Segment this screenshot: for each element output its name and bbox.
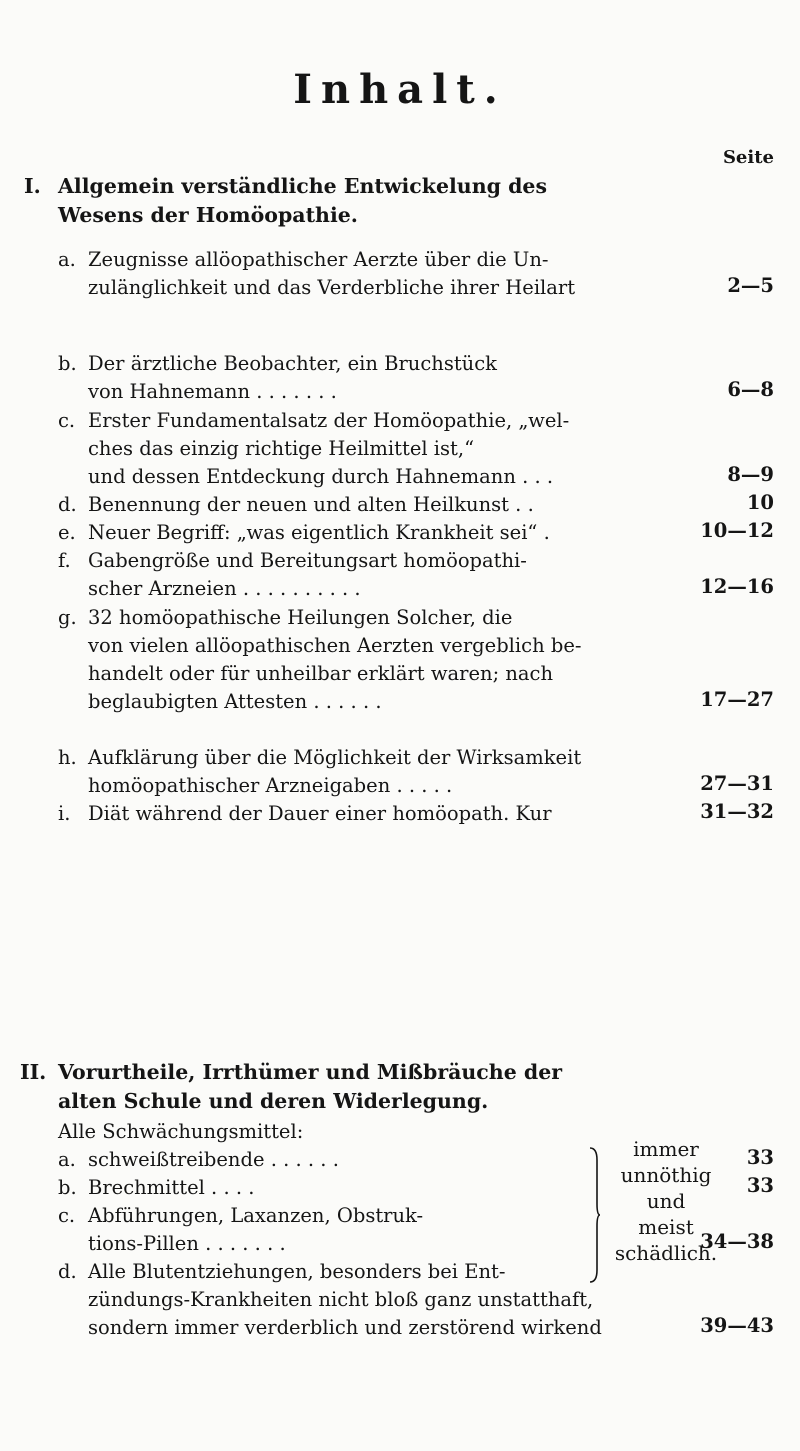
entry-line: von Hahnemann . . . . . . . <box>88 380 337 403</box>
section-II-title <box>58 1058 562 1116</box>
entry-letter: h. <box>58 746 77 769</box>
page-title: Inhalt. <box>293 66 507 113</box>
entry-line: Zeugnisse allöopathischer Aerzte über die Un- <box>88 248 549 271</box>
page-number: 34—38 <box>700 1230 774 1253</box>
entry-text <box>88 407 569 491</box>
entry-letter: g. <box>58 606 77 629</box>
brace-word: meist <box>638 1215 694 1239</box>
entry-letter: c. <box>58 1204 76 1227</box>
schwaechung-heading: Alle Schwächungsmittel: <box>58 1120 304 1143</box>
page-number: 31—32 <box>700 800 774 823</box>
entry-line: Neuer Begriff: „was eigentlich Krankheit sei“ . <box>88 521 550 544</box>
entry-line: Benennung der neuen und alten Heilkunst . . <box>88 493 534 516</box>
entry-text <box>88 800 552 828</box>
entry-line: und dessen Entdeckung durch Hahnemann . . . <box>88 465 554 488</box>
entry-text <box>88 744 581 800</box>
entry-letter: a. <box>58 1148 76 1171</box>
page-number: 10—12 <box>700 519 774 542</box>
entry-letter: a. <box>58 248 76 271</box>
section-number: I. <box>24 174 41 198</box>
entry-line: zulänglichkeit und das Verderbliche ihrer Heilart <box>88 276 576 299</box>
entry-letter: c. <box>58 409 76 432</box>
page-number: 10 <box>746 491 774 514</box>
entry-line: ches das einzig richtige Heilmittel ist,“ <box>88 437 475 460</box>
section-title-line: Allgemein verständliche Entwickelung des <box>58 174 547 198</box>
brace-word: schädlich. <box>614 1241 718 1265</box>
entry-line: Gabengröße und Bereitungsart homöopathi- <box>88 549 527 572</box>
entry-line: Diät während der Dauer einer homöopath. Kur <box>88 802 552 825</box>
entry-letter: f. <box>58 549 71 572</box>
brace-word: unnöthig <box>620 1163 712 1187</box>
entry-text <box>88 491 534 519</box>
page-number: 33 <box>746 1174 774 1197</box>
brace-word: und <box>646 1189 686 1213</box>
entry-letter: b. <box>58 1176 77 1199</box>
page-number: 8—9 <box>727 463 774 486</box>
brace-text <box>606 1136 726 1266</box>
entry-text: Brechmittel . . . . <box>88 1176 255 1199</box>
entry-line: zündungs-Krankheiten nicht bloß ganz unstatthaft, <box>88 1288 594 1311</box>
section-number: II. <box>20 1060 47 1084</box>
entry-text <box>88 246 575 302</box>
section-I-title <box>58 172 547 230</box>
page-number: 6—8 <box>727 378 774 401</box>
section-title-line: Vorurtheile, Irrthümer und Mißbräuche der <box>58 1060 563 1084</box>
entry-line: scher Arzneien . . . . . . . . . . <box>88 577 361 600</box>
section-title-line: alten Schule und deren Widerlegung. <box>58 1089 489 1113</box>
entry-line: beglaubigten Attesten . . . . . . <box>88 690 382 713</box>
page-number: 27—31 <box>700 772 774 795</box>
section-I <box>24 172 41 201</box>
entry-line: Erster Fundamentalsatz der Homöopathie, „wel- <box>88 409 570 432</box>
entry-line: Aufklärung über die Möglichkeit der Wirksamkeit <box>88 746 582 769</box>
entry-text <box>88 604 581 716</box>
entry-line: handelt oder für unheilbar erklärt waren; nach <box>88 662 554 685</box>
entry-letter: e. <box>58 521 76 544</box>
entry-line: sondern immer verderblich und zerstörend wirkend <box>88 1316 602 1339</box>
entry-letter: b. <box>58 352 77 375</box>
entry-letter: d. <box>58 1260 77 1283</box>
page-number: 17—27 <box>700 688 774 711</box>
entry-line: von vielen allöopathischen Aerzten vergeblich be- <box>88 634 582 657</box>
entry-text: Abführungen, Laxanzen, Obstruk- <box>88 1204 424 1227</box>
page-number: 12—16 <box>700 575 774 598</box>
brace-word: immer <box>633 1137 699 1161</box>
page-number: 2—5 <box>727 274 774 297</box>
entry-letter: i. <box>58 802 71 825</box>
page-number: 39—43 <box>700 1314 774 1337</box>
entry-line: 32 homöopathische Heilungen Solcher, die <box>88 606 513 629</box>
entry-letter: d. <box>58 493 77 516</box>
page-number: 33 <box>746 1146 774 1169</box>
entry-text <box>88 547 527 603</box>
entry-text <box>88 350 497 406</box>
entry-line: Alle Blutentziehungen, besonders bei Ent- <box>88 1260 506 1283</box>
entry-text: schweißtreibende . . . . . . <box>88 1148 339 1171</box>
entry-text <box>88 519 550 547</box>
entry-text: tions-Pillen . . . . . . . <box>88 1232 286 1255</box>
seite-label: Seite <box>722 147 774 168</box>
entry-text <box>88 1258 602 1342</box>
section-title-line: Wesens der Homöopathie. <box>58 203 358 227</box>
section-II <box>20 1058 46 1087</box>
entry-line: homöopathischer Arzneigaben . . . . . <box>88 774 453 797</box>
entry-line: Der ärztliche Beobachter, ein Bruchstück <box>88 352 497 375</box>
